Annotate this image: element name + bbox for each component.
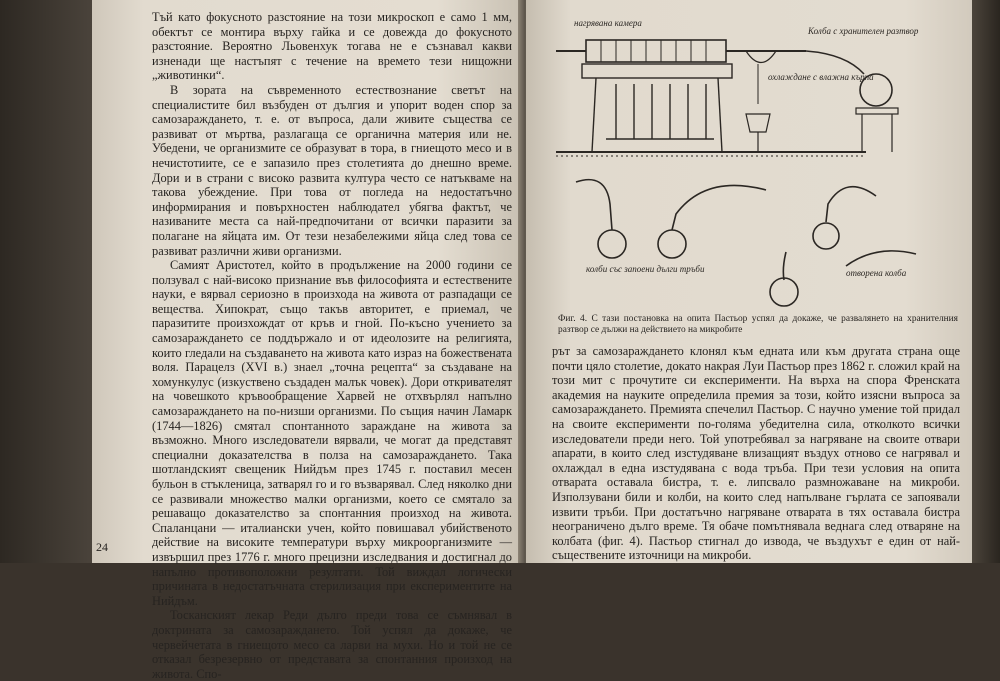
label-flask-broth: Колба с хранителен разтвор [808,26,919,36]
open-flask [770,278,798,306]
cooling-cloth [746,51,776,63]
left-paragraph-1: Тъй като фокусното разстояние на този микроскоп е само 1 мм, обектът се монтира върху гайка и се довежда до фокусното разстояние. Вероятно Льовенхук тогава не е съзнавал какви изненади ще настъпят с течение на времето тези нищожни „животинки“. [152,10,512,83]
book-left-edge [0,0,92,563]
left-paragraph-2: В зората на съвременното естествознание светът на специалистите бил възбуден от дългия и упорит воден спор за самозараждането, т. е. от въпроса, дали живите същества се развиват от мъртва, разлагаща се органична материя или не. Убедени, че организмите се образуват в тора, в гниещото месо и в нечистотиите, се е запазило през столетията до днешно време. Дори и в страни с високо развита култура често се натъкваме на такова убеждение. При това от погледа на недостатъчно информирания и повърхностен наблюдател убягва фактът, че називаните места са най-предпочитани от всички паразити за полагане на яйцата им. От тези незабележими яйца след това се развиват различни живи организми. [152,82,512,258]
left-page-text [152,10,512,681]
right-page [526,0,972,563]
swan-neck-flask-2 [658,230,686,258]
swan-neck-flask-3 [813,223,839,249]
label-open-flask: отворена колба [846,268,907,278]
figure-caption: Фиг. 4. С тази постановка на опита Пастьор успял да докаже, че развалянето на хранителния разтвор се дължи на действието на микробите [558,314,958,335]
left-paragraph-3: Самият Аристотел, който в продължение на 2000 години се ползувал с най-високо признание във философията и естествените науки, е вярвал сериозно в произхода на живота от разпадащи се вещества. Хипократ, също такъв авторитет, е приемал, че паразитите произхождат от кръв и гной. По-късно учението за самозараждането се поддържало и от идеолозите на религията, които гледали на създаването на живота като израз на божествената воля. Парацелз (XVI в.) знаел „точна рецепта“ за създаване на хомункулус (изкуствено създаден малък човек). Дори откривателят на човешкото кръвообращение Харвей не отхвърлял напълно самозараждането на по-низши организми. По същия начин Ламарк (1744—1826) смятал спонтанното зараждане на живота за възможно. Много изследователи вярвали, че могат да представят специални доказателства в полза на самозараждането. Така шотландският свещеник Нийдъм през 1745 г. поставил месен бульон в стъкленица, затварял го и го възварявал. След няколко дни се развивали множество малки организми, което се смятало за решаващо доказателство за спонтанния произход на живота. Спаланцани — италиански учен, който повишавал убийственото действие на високите температури върху микроорганизмите — извършил през 1776 г. много прецизни изследвания и достигнал до напълно противоположни резултати. Той виждал логически причината в недостатъчната стерилизация при експериментите на Нийдъм. [152,258,512,608]
label-long-neck-flasks: колби със запоени дълги тръби [586,264,705,274]
left-page [92,0,524,681]
pasteur-experiment-figure [546,4,966,312]
label-heated-chamber: нагрявана камера [574,18,642,28]
left-paragraph-4: Тосканският лекар Реди дълго преди това се съмнявал в доктрината за самозараждането. Той успял да докаже, че червейчетата в гниещото месо са ларви на мухи. Но и той не се отказал безрезервно от представата за спонтанния произход на живота. Спо- [152,608,512,681]
book-right-edge [972,0,1000,563]
right-page-text [552,344,960,563]
swan-neck-flask-1 [598,230,626,258]
right-paragraph-1: рът за самозараждането клонял към едната или към другата страна още почти цяло столетие, докато накрая Луи Пастьор през 1862 г. сложил край на този мит с прочутите си експерименти. На върха на спора Френската академия на науките определила премия за този, който изясни въпроса за самозараждането. Премията спечелил Пастьор. С научно умение той придал на своите експерименти по-голяма убедителна сила, отколкото всички изследователи преди него. Той употребявал за нагряване на своите отвари апарати, в които след изстудяване влизащият въздух отново се нагрявал и охлаждал в една изстудявана с вода тръба. При тези условия на опита отварата оставала бистра, т. е. липсвало размножаване на микроби. Използувани били и колби, на които след напълване гърлата се запоявали извити тръби. При достатъчно нагряване отварата в тях оставала бистра неограничено дълго време. Тя обаче помътнявала веднага след отваряне на колбата (фиг. 4). Пастьор стигнал до извода, че въздухът е един от най-съществените източници на микроби. [552,344,960,563]
page-number: 24 [96,540,108,554]
heated-chamber [586,40,726,62]
label-cooling: охлаждане с влажна кърпа [768,72,874,82]
